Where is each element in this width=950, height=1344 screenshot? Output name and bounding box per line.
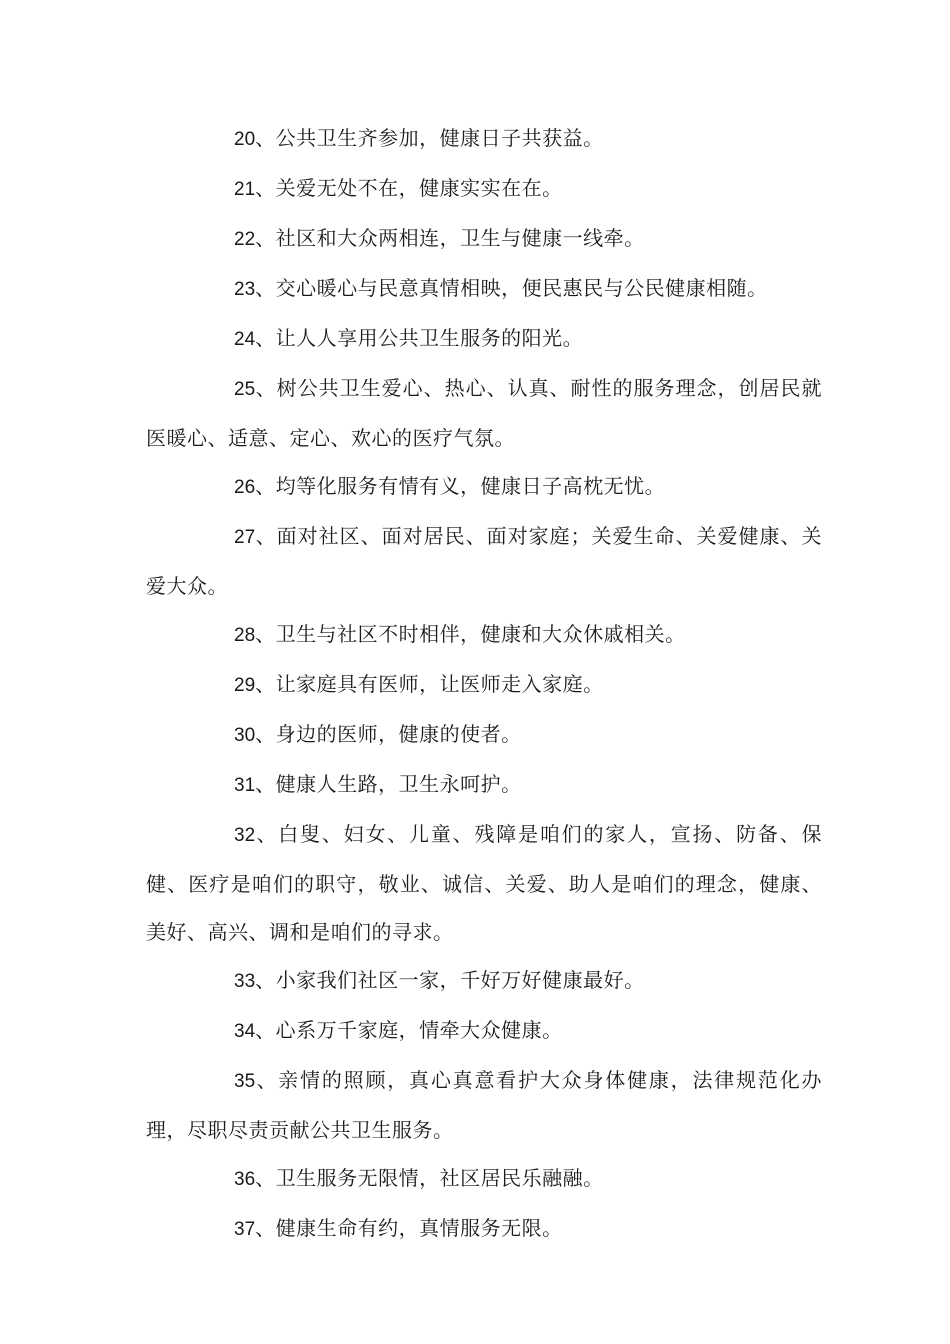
list-item (146, 314, 822, 364)
document-body (146, 114, 822, 1254)
list-item (146, 710, 822, 760)
item-text: 、健康人生路，卫生永呵护。 (255, 772, 522, 796)
item-text: 、关爱无处不在，健康实实在在。 (255, 176, 563, 200)
item-number: 26 (234, 477, 256, 498)
list-item (146, 264, 822, 314)
list-item (146, 164, 822, 214)
item-text: 、小家我们社区一家，千好万好健康最好。 (255, 968, 645, 992)
item-number: 21 (234, 179, 256, 200)
list-item (146, 512, 822, 610)
item-text: 、面对社区、面对居民、面对家庭；关爱生命、关爱健康、关爱大众。 (146, 524, 822, 598)
list-item (146, 1154, 822, 1204)
list-item (146, 956, 822, 1006)
item-number: 30 (234, 725, 256, 746)
item-number: 37 (234, 1219, 256, 1240)
item-text: 、让人人享用公共卫生服务的阳光。 (255, 326, 584, 350)
item-number: 36 (234, 1169, 256, 1190)
list-item (146, 364, 822, 462)
item-number: 32 (234, 825, 256, 846)
item-text: 、白叟、妇女、儿童、残障是咱们的家人，宣扬、防备、保健、医疗是咱们的职守，敬业、诚信、关爱、助人是咱们的理念，健康、美好、高兴、调和是咱们的寻求。 (146, 822, 822, 944)
item-number: 20 (234, 129, 256, 150)
list-item (146, 1204, 822, 1254)
item-text: 、卫生服务无限情，社区居民乐融融。 (255, 1166, 604, 1190)
list-item (146, 660, 822, 710)
item-number: 35 (234, 1071, 256, 1092)
item-number: 24 (234, 329, 256, 350)
list-item (146, 214, 822, 264)
item-number: 31 (234, 775, 256, 796)
item-number: 27 (234, 527, 256, 548)
item-number: 33 (234, 971, 256, 992)
item-text: 、公共卫生齐参加，健康日子共获益。 (255, 126, 604, 150)
item-number: 28 (234, 625, 256, 646)
list-item (146, 114, 822, 164)
item-text: 、让家庭具有医师，让医师走入家庭。 (255, 672, 604, 696)
list-item (146, 760, 822, 810)
list-item (146, 1006, 822, 1056)
item-text: 、交心暖心与民意真情相映，便民惠民与公民健康相随。 (255, 276, 768, 300)
item-text: 、健康生命有约，真情服务无限。 (255, 1216, 563, 1240)
list-item (146, 810, 822, 956)
item-number: 25 (234, 379, 256, 400)
item-text: 、心系万千家庭，情牵大众健康。 (255, 1018, 563, 1042)
item-number: 23 (234, 279, 256, 300)
list-item (146, 1056, 822, 1154)
item-number: 29 (234, 675, 256, 696)
item-text: 、身边的医师，健康的使者。 (255, 722, 522, 746)
item-text: 、树公共卫生爱心、热心、认真、耐性的服务理念，创居民就医暖心、适意、定心、欢心的医疗气氛。 (146, 376, 822, 450)
item-text: 、均等化服务有情有义，健康日子高枕无忧。 (255, 474, 666, 498)
item-text: 、卫生与社区不时相伴，健康和大众休戚相关。 (255, 622, 686, 646)
item-text: 、亲情的照顾，真心真意看护大众身体健康，法律规范化办理，尽职尽责贡献公共卫生服务。 (146, 1068, 822, 1142)
item-number: 34 (234, 1021, 256, 1042)
item-text: 、社区和大众两相连，卫生与健康一线牵。 (255, 226, 645, 250)
list-item (146, 610, 822, 660)
list-item (146, 462, 822, 512)
item-number: 22 (234, 229, 256, 250)
